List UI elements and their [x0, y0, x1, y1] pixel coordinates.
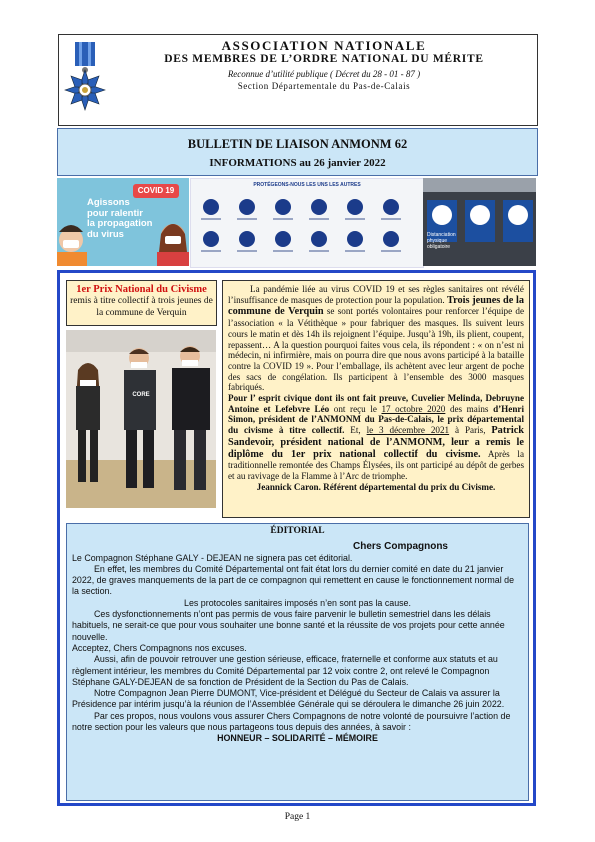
editorial-box [66, 523, 529, 801]
editorial-motto: HONNEUR – SOLIDARITÉ – MÉMOIRE [217, 733, 378, 744]
covid-text-4: du virus [87, 228, 124, 240]
editorial-p6: Aussi, afin de pouvoir retrouver une gestion sérieuse, efficace, fraternelle et conforme aux statuts et au règlement intérieur, les membres du Comité Départemental par 12 voix contre 2, ont relevé le Compagnon Stéphane GALY-DEJEAN de sa fonction de Président de la Section du Pas de Calais. [72, 654, 498, 687]
bulletin-date: INFORMATIONS au 26 janvier 2022 [209, 157, 386, 169]
order-of-merit-medal-icon [64, 40, 106, 118]
editorial-p4: Ces dysfonctionnements n’ont pas permis de vous faire parvenir le bulletin semestriel dans les délais habituels, ne serait-ce que pour vous souhaiter une bonne santé et la réussite de vos projets pour cette année nouvelle. [72, 609, 505, 642]
article-p2-j: Après la traditionnelle remontée des Champs Élysées, ils ont participé au dépôt de gerbes et au ravivage de la Flamme à l’Arc de triomphe. [228, 448, 525, 481]
covid-banner-image [57, 178, 189, 266]
editorial-p8: Par ces propos, nous voulons vous assurer Chers Compagnons de notre volonté de poursuivre l’action de notre section pour les valeurs que nous partageons tous depuis des années, à savoir : [72, 710, 511, 733]
covid-text-3: la propagation [87, 218, 153, 229]
article-p2-date1: 17 octobre 2020 [381, 403, 446, 414]
signs-illustration [423, 178, 536, 266]
section-name: Section Départementale du Pas-de-Calais [237, 81, 411, 91]
bulletin-title-box [57, 128, 538, 176]
article-p2-b: ont reçu le [329, 403, 382, 414]
editorial-greeting: Chers Compagnons [352, 541, 448, 553]
winners-photo-illustration [66, 330, 216, 508]
covid-badge: COVID 19 [137, 186, 175, 195]
editorial-p5: Acceptez, Chers Compagnons nos excuses. [72, 642, 247, 653]
article-paragraph-1 [228, 284, 524, 393]
page-number: Page 1 [284, 812, 311, 822]
prize-title: 1er Prix National du Civisme [76, 284, 207, 295]
order-name: DES MEMBRES DE L’ORDRE NATIONAL DU MÉRITE [164, 53, 484, 65]
covid-text-1: Agissons [87, 197, 130, 208]
editorial-p2: En effet, les membres du Comité Départemental ont fait état lors du dernier comité en date du 21 janvier 2022, de graves manquements de la part de ce compagnon qui remettent en cause le fonctionnement normal de la section. [72, 563, 515, 597]
article-p1-highlight: Trois jeunes de la commune de Verquin [228, 294, 524, 318]
editorial-p3: Les protocoles sanitaires imposés n’en sont pas la cause. [184, 597, 411, 608]
editorial-p7: Notre Compagnon Jean Pierre DUMONT, Vice-président et Délégué du Secteur de Calais va assurer la Présidence par intérim jusqu’à la réunion de l’Assemblée Générale qui se déroulera le dimanche 26 juin 2022. [72, 688, 505, 710]
prize-subtitle: remis à titre collectif à trois jeunes de la commune de Verquin [70, 296, 213, 318]
protection-gestures-poster [190, 178, 424, 268]
editorial-title: ÉDITORIAL [270, 526, 325, 536]
article-p2-date2: le 3 décembre 2021 [366, 425, 450, 436]
association-name: ASSOCIATION NATIONALE [221, 38, 427, 53]
shirt-print: CORE [132, 392, 150, 398]
article-paragraph-2 [228, 393, 524, 482]
recognition-line: Reconnue d’utilité publique ( Décret du 28 - 01 - 87 ) [227, 69, 421, 79]
sign-label-1: Distanciation physique [427, 232, 456, 244]
covid-text-2: pour ralentir [87, 207, 143, 219]
article-p2-names: Pour l’ esprit civique dont ils ont fait preuve, Cuvelier Melinda, Debruyne Antoine et Lefebvre Léo [228, 393, 524, 414]
article-p1-c: se sont portés volontaires pour renforcer l’équipe de l’association « la Vétithèque » pour fabriquer des masques. Ils suivent leurs cours le matin et dès 14h ils rejoignent l’équipe. Jusqu’à 19h, ils plient, coupent, repassent… A la question pourquoi faites vous cela, ils répondent : « on n’est ni médecin, ni infirmière, mais on pourra dire que nous avons participé à la bataille contre la COVID 19 ». Pour l’emballage, ils achètent avec leur argent de poche des sacs de congélation. Ils participent à l’ensemble des 3000 masques fabriqués. [228, 306, 524, 393]
editorial-p1: Le Compagnon Stéphane GALY - DEJEAN ne signera pas cet éditorial. [72, 552, 353, 563]
sign-label-2: obligatoire [427, 244, 451, 250]
poster-title: PROTÉGEONS-NOUS LES UNS LES AUTRES [253, 182, 361, 188]
letterhead [58, 34, 538, 126]
bulletin-title: BULLETIN DE LIAISON ANMONM 62 [187, 137, 408, 151]
article-p2-f: Et, [344, 425, 367, 436]
article-p2-dept-prize: d’Henri Simon, président de l’ANMONM du Pas-de-Calais, le prix départemental du civisme à titre collectif. [228, 403, 524, 436]
poster-gesture-icons [197, 193, 417, 263]
article-signature: Jeannick Caron. Référent départemental du prix du Civisme. [256, 481, 496, 492]
article-p2-d: des mains [445, 403, 494, 414]
article-p2-h: à Paris, [449, 425, 492, 436]
article-p2-national-prize: Patrick Sandevoir, président national de l’ANMONM, leur a remis le diplôme du 1er prix national collectif du civisme. [228, 425, 524, 460]
distancing-signs-photo [423, 178, 536, 266]
prize-caption-box [66, 280, 217, 326]
civism-article [222, 280, 530, 518]
award-winners-photo [66, 330, 216, 508]
article-p1-a: La pandémie liée au virus COVID 19 et ses règles sanitaires ont révélé l’insuffisance de masques de protection pour la population. [228, 284, 524, 305]
